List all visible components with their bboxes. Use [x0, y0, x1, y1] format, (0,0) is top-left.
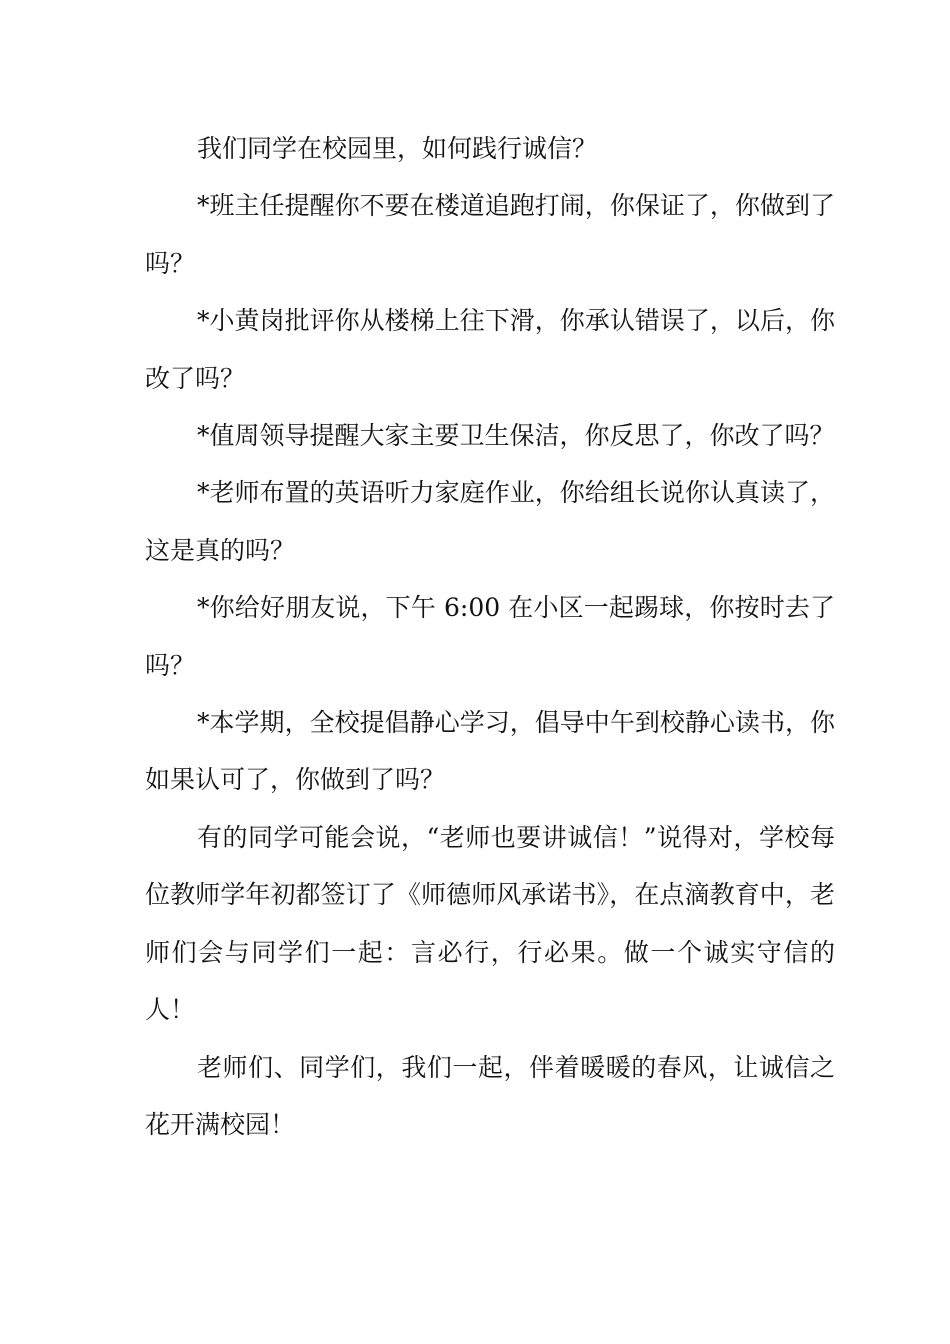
paragraph-teachers-integrity: 有的同学可能会说，“老师也要讲诚信！”说得对，学校每位教师学年初都签订了《师德师风承诺书》，在点滴教育中，老师们会与同学们一起：言必行，行必果。做一个诚实守信的人！	[145, 822, 835, 1025]
paragraph-item-homework: *老师布置的英语听力家庭作业，你给组长说你认真读了，这是真的吗？	[145, 478, 835, 565]
paragraph-closing: 老师们、同学们，我们一起，伴着暖暖的春风，让诚信之花开满校园！	[145, 1052, 835, 1139]
paragraph-intro-question: 我们同学在校园里，如何践行诚信？	[197, 134, 598, 163]
paragraph-item-reading: *本学期，全校提倡静心学习，倡导中午到校静心读书，你如果认可了，你做到了吗？	[145, 708, 835, 795]
paragraph-item-class-teacher: *班主任提醒你不要在楼道追跑打闹，你保证了，你做到了吗？	[145, 191, 835, 278]
document-body	[145, 120, 835, 1153]
paragraph-item-football: *你给好朋友说，下午 6:00 在小区一起踢球，你按时去了吗？	[145, 593, 835, 680]
paragraph-item-hygiene: *值周领导提醒大家主要卫生保洁，你反思了，你改了吗？	[197, 421, 835, 451]
paragraph-item-stairs: *小黄岗批评你从楼梯上往下滑，你承认错误了，以后，你改了吗？	[145, 306, 835, 393]
